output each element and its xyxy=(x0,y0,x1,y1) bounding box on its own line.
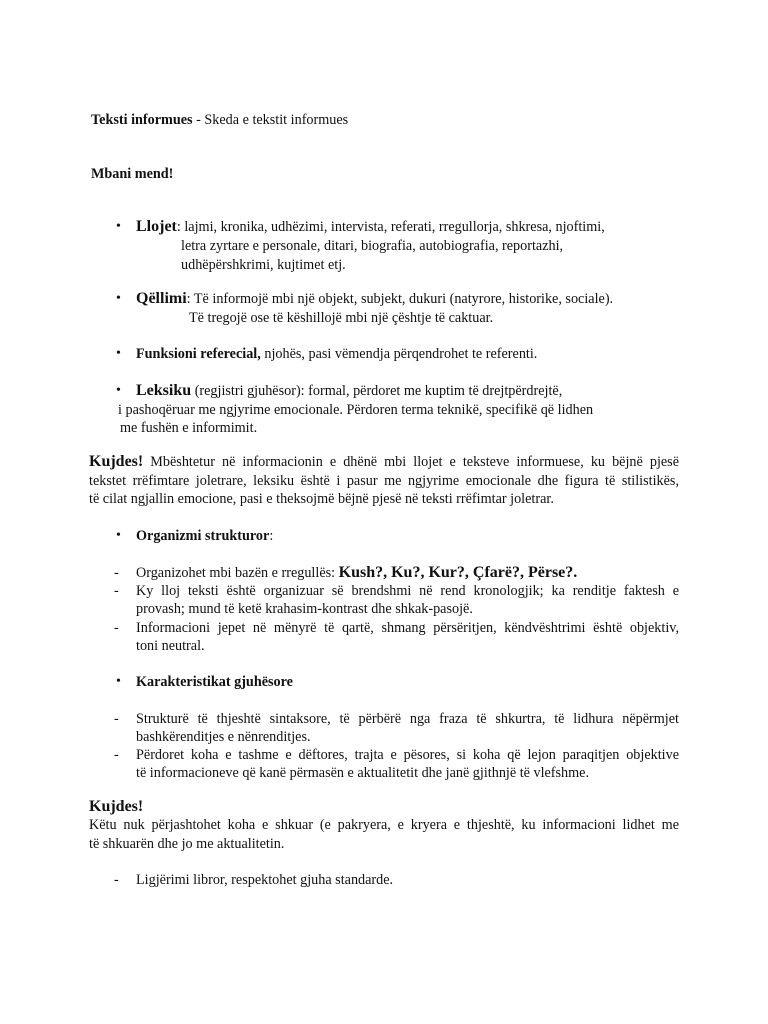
bullet-icon: • xyxy=(116,219,121,234)
llojet-line-1: Llojet: lajmi, kronika, udhëzimi, intervista, referati, rregullorja, shkresa, njoftimi, xyxy=(136,218,605,235)
organizmi-item-3-line-1: Informacioni jepet në mënyrë të qartë, shmang përsëritjen, këndvështrimi është objektiv, xyxy=(136,620,679,636)
dash-marker: - xyxy=(114,565,119,581)
funksioni-line: Funksioni referecial, njohës, pasi vëmendja përqendrohet te referenti. xyxy=(136,346,538,362)
qellimi-line-2: Të tregojë ose të këshillojë mbi një çështje të caktuar. xyxy=(189,310,494,326)
dash-marker: - xyxy=(114,711,119,727)
remember-heading: Mbani mend! xyxy=(91,166,174,182)
organizmi-item-1: Organizohet mbi bazën e rregullës: Kush?, Ku?, Kur?, Çfarë?, Përse?. xyxy=(136,564,578,581)
title-bold: Teksti informues xyxy=(91,112,193,128)
organizmi-heading: Organizmi strukturor: xyxy=(136,528,274,544)
bullet-icon: • xyxy=(116,528,121,543)
kujdes-label: Kujdes! xyxy=(89,453,144,470)
ligjerimi-item: Ligjërimi libror, respektohet gjuha standarde. xyxy=(136,872,394,888)
kujdes-2-heading: Kujdes! xyxy=(89,798,144,815)
karakteristikat-item-1-line-1: Strukturë të thjeshtë sintaksore, të përbërë nga fraza të shkurtra, të lidhura nëpërmjet xyxy=(136,711,679,727)
dash-marker: - xyxy=(114,583,119,599)
kujdes-para-line-2: tekstet rrëfimtare joletrare, leksiku është i pasur me ngjyrime emocionale dhe figura të stilistikës, xyxy=(89,473,679,489)
organizmi-item-3-line-2: toni neutral. xyxy=(136,638,205,654)
kujdes-2-line-2: të shkuarën dhe jo me aktualitetin. xyxy=(89,836,285,852)
dash-marker: - xyxy=(114,620,119,636)
organizmi-item-2-line-1: Ky lloj teksti është organizuar së brendshmi në rend kronologjik; ka renditje faktesh e xyxy=(136,583,679,599)
kujdes-para-line-3: të cilat ngjallin emocione, pasi e theksojmë bëjnë pjesë në teksti rrëfimtar joletrar. xyxy=(89,491,554,507)
organizmi-item-2-line-2: provash; mund të ketë krahasim-kontrast dhe shkak-pasojë. xyxy=(136,601,473,617)
bullet-icon: • xyxy=(116,383,121,398)
bullet-icon: • xyxy=(116,674,121,689)
qellimi-line-1: Qëllimi: Të informojë mbi një objekt, subjekt, dukuri (natyrore, historike, sociale). xyxy=(136,290,614,307)
qellimi-label: Qëllimi xyxy=(136,290,187,307)
llojet-line-3: udhëpërshkrimi, kujtimet etj. xyxy=(181,257,346,273)
funksioni-label: Funksioni referecial, xyxy=(136,346,261,362)
document-title xyxy=(91,111,348,129)
bullet-icon: • xyxy=(116,346,121,361)
llojet-label: Llojet xyxy=(136,218,177,235)
llojet-line-2: letra zyrtare e personale, ditari, biografia, autobiografia, reportazhi, xyxy=(181,238,564,254)
leksiku-label: Leksiku xyxy=(136,382,192,399)
leksiku-line-1: Leksiku (regjistri gjuhësor): formal, përdoret me kuptim të drejtpërdrejtë, xyxy=(136,382,563,399)
title-rest: - Skeda e tekstit informues xyxy=(192,112,349,128)
karakteristikat-item-2-line-1: Përdoret koha e tashme e dëftores, trajta e pësores, si koha që lejon paraqitjen objektive xyxy=(136,747,679,763)
leksiku-line-3: me fushën e informimit. xyxy=(120,420,258,436)
kujdes-para-line-1: Kujdes! Mbështetur në informacionin e dhënë mbi llojet e teksteve informuese, ku bëjnë pjesë xyxy=(89,453,679,470)
bullet-icon: • xyxy=(116,291,121,306)
karakteristikat-heading: Karakteristikat gjuhësore xyxy=(136,674,293,690)
leksiku-line-2: i pashoqëruar me ngjyrime emocionale. Përdoren terma teknikë, specifikë që lidhen xyxy=(118,402,594,418)
dash-marker: - xyxy=(114,747,119,763)
karakteristikat-item-1-line-2: bashkërenditjes e nënrenditjes. xyxy=(136,729,311,745)
dash-marker: - xyxy=(114,872,119,888)
karakteristikat-item-2-line-2: të informacioneve që kanë përmasën e aktualitetit dhe janë gjithnjë të vlefshme. xyxy=(136,765,590,781)
kujdes-2-line-1: Këtu nuk përjashtohet koha e shkuar (e pakryera, e kryera e thjeshtë, ku informacioni lidhet me xyxy=(89,817,679,833)
